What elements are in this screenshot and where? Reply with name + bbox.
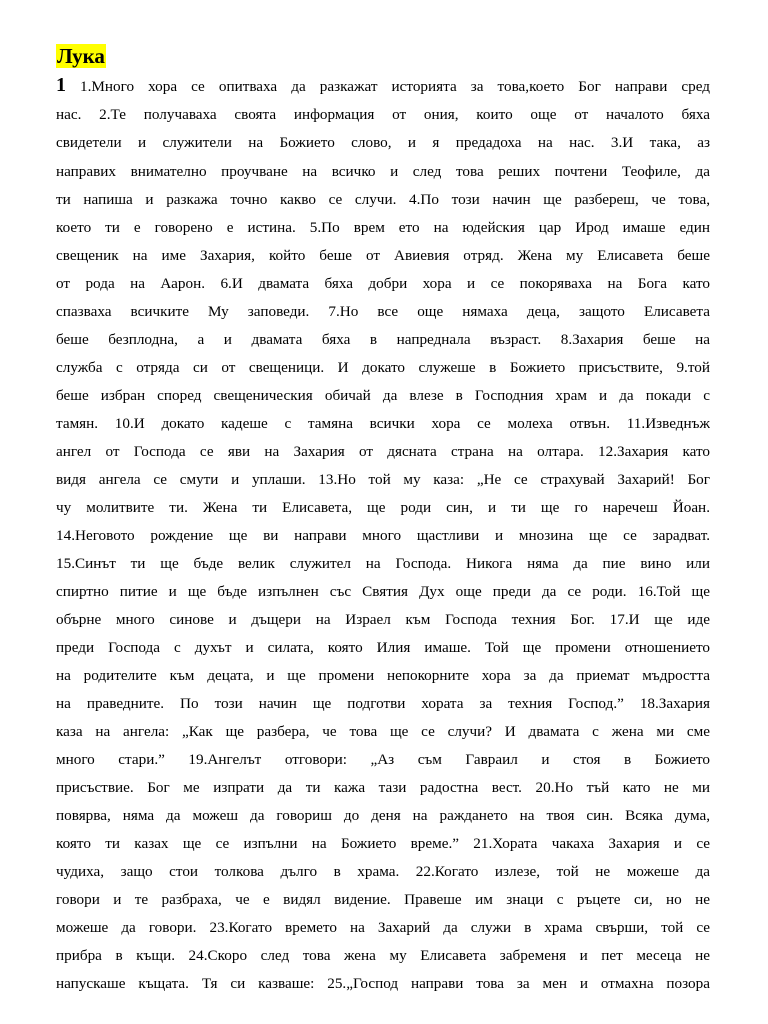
- line-text: 1.Много хора се опитваха да разкажат историята за това,което Бог направи сред: [80, 78, 710, 95]
- text-line: 14.Неговото рождение ще ви направи много щастливи и мнозина ще се зарадват.: [56, 527, 710, 544]
- book-title: Лука: [57, 44, 105, 68]
- text-line: която ти казах ще се изпълни на Божието време.” 21.Хората чакаха Захария и се: [56, 835, 710, 852]
- text-line: от рода на Аарон. 6.И двамата бяха добри хора и се покоряваха на Бога като: [56, 275, 710, 292]
- text-line: спазваха всичките Му заповеди. 7.Но все още нямаха деца, защото Елисавета: [56, 303, 710, 320]
- text-line: прибра в къщи. 24.Скоро след това жена му Елисавета забременя и пет месеца не: [56, 947, 710, 964]
- text-line: преди Господа с духът и силата, която Илия имаше. Той ще промени отношението: [56, 639, 710, 656]
- text-line: свидетели и служители на Божието слово, и я предадоха на нас. 3.И така, аз: [56, 134, 710, 151]
- text-line: беше безплодна, а и двамата бяха в напреднала възраст. 8.Захария беше на: [56, 331, 710, 348]
- text-line: ти напиша и разкажа точно какво се случи. 4.По този начин ще разбереш, че това,: [56, 191, 710, 208]
- text-line: говори и те разбраха, че е видял видение. Правеше им знаци с ръцете си, но не: [56, 891, 710, 908]
- text-line: на родителите към децата, и ще промени непокорните хора за да приемат мъдростта: [56, 667, 710, 684]
- text-line: каза на ангела: „Как ще разбера, че това ще се случи? И двамата с жена ми сме: [56, 723, 710, 740]
- text-line: ангел от Господа се яви на Захария от дясната страна на олтара. 12.Захария като: [56, 443, 710, 460]
- text-line: служба с отряда си от свещеници. И докато служеше в Божието присъствите, 9.той: [56, 359, 710, 376]
- text-line: присъствие. Бог ме изпрати да ти кажа тази радостна вест. 20.Но тъй като не ми: [56, 779, 710, 796]
- text-line: чудиха, защо стои толкова дълго в храма. 22.Когато излезе, той не можеше да: [56, 863, 710, 880]
- text-line: нас. 2.Те получаваха своята информация от ония, които още от началото бяха: [56, 106, 710, 123]
- title-row: [56, 43, 106, 69]
- text-line: повярва, няма да можеш да говориш до деня на раждането на твоя син. Всяка дума,: [56, 807, 710, 824]
- text-line: напускаше къщата. Тя си казваше: 25.„Господ направи това за мен и отмахна позора: [56, 975, 710, 992]
- text-line: чу молитвите ти. Жена ти Елисавета, ще роди син, и ти ще го наречеш Йоан.: [56, 499, 710, 516]
- text-line: обърне много синове и дъщери на Израел към Господа техния Бог. 17.И ще иде: [56, 611, 710, 628]
- text-line: много стари.” 19.Ангелът отговори: „Аз съм Гавраил и стоя в Божието: [56, 751, 710, 768]
- chapter-number: 1: [56, 74, 66, 96]
- text-line: можеше да говори. 23.Когато времето на Захарий да служи в храма свърши, той се: [56, 919, 710, 936]
- text-line: [56, 70, 710, 100]
- text-line: което ти е говорено е истина. 5.По врем ето на юдейския цар Ирод имаше един: [56, 219, 710, 236]
- text-line: свещеник на име Захария, който беше от Авиевия отряд. Жена му Елисавета беше: [56, 247, 710, 264]
- text-line: спиртно питие и ще бъде изпълнен със Святия Дух още преди да се роди. 16.Той ще: [56, 583, 710, 600]
- text-line: на праведните. По този начин ще подготви хората за техния Господ.” 18.Захария: [56, 695, 710, 712]
- text-line: 15.Синът ти ще бъде велик служител на Господа. Никога няма да пие вино или: [56, 555, 710, 572]
- text-line: беше избран според свещеническия обичай да влезе в Господния храм и да покади с: [56, 387, 710, 404]
- text-line: тамян. 10.И докато кадеше с тамяна всички хора се молеха отвън. 11.Изведнъж: [56, 415, 710, 432]
- text-line: направих внимателно проучване на всичко и след това реших почтени Теофиле, да: [56, 163, 710, 180]
- text-line: видя ангела се смути и уплаши. 13.Но той му каза: „Не се страхувай Захарий! Бог: [56, 471, 710, 488]
